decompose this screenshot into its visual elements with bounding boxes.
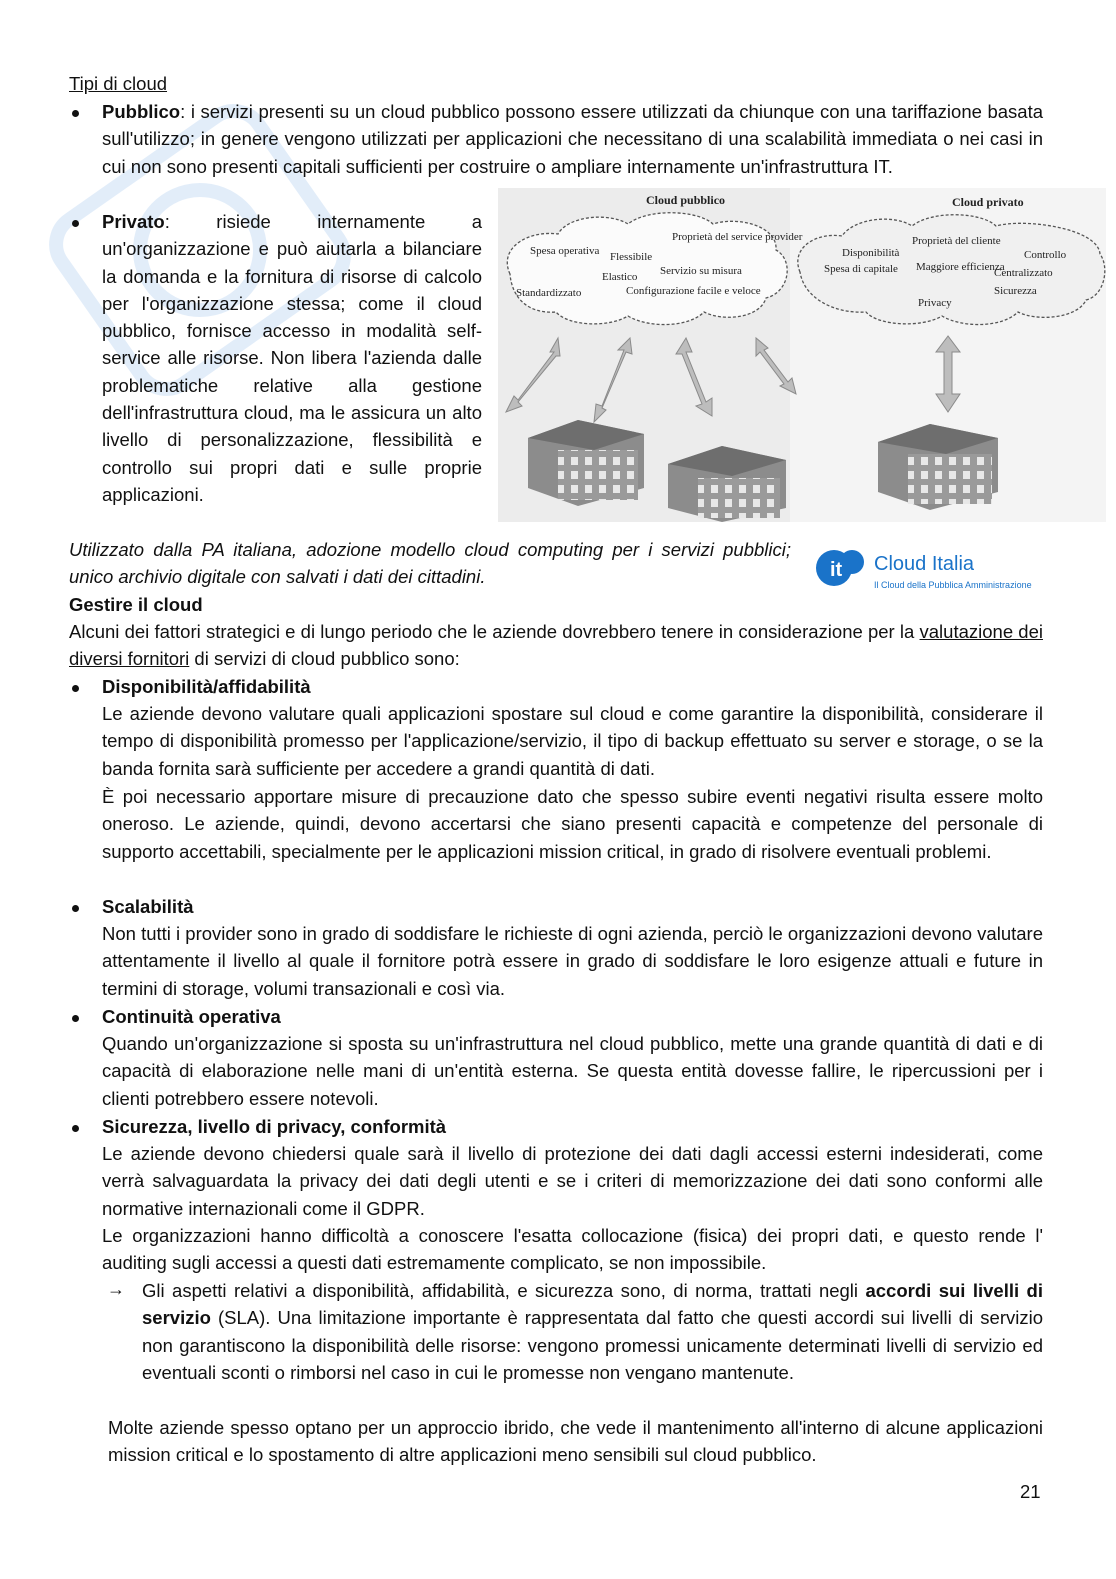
closing-paragraph: Molte aziende spesso optano per un approccio ibrido, che vede il mantenimento all'interno di alcune applicazioni mission critical e lo spostamento di altre applicazioni meno sensibili sul cloud pubblico. bbox=[108, 1417, 1043, 1466]
privato-label: Privato bbox=[102, 211, 165, 232]
building-icon bbox=[668, 446, 786, 522]
cloud-italia-logo-graphic bbox=[812, 540, 1042, 594]
sla-before: Gli aspetti relativi a disponibilità, affidabilità, e sicurezza sono, di norma, trattati negli bbox=[142, 1280, 866, 1301]
privato-text: : risiede internamente a un'organizzazione e può aiutarla a bilanciare la domanda e la fornitura di risorse di calcolo per l'organizzazione stessa; come il cloud pubblico, fornisce accesso in modalità self-service alle risorse. Non libera l'azienda dalle problematiche relative alla gestione dell'infrastruttura cloud, ma le assicura un alto livello di personalizzazione, flessibilità e controllo sui propri dati e sulle proprie applicazioni. bbox=[102, 211, 482, 505]
bullet-icon bbox=[72, 905, 79, 912]
sla-bold: accordi sui livelli di servizio bbox=[142, 1280, 1043, 1329]
double-arrow-icon bbox=[594, 338, 632, 422]
gestire-title: Gestire il cloud bbox=[69, 594, 203, 615]
public-term: Configurazione facile e veloce bbox=[626, 285, 761, 297]
double-arrow-icon bbox=[676, 338, 712, 416]
private-term: Disponibilità bbox=[842, 247, 900, 259]
building-icon bbox=[528, 420, 644, 506]
sla-after: (SLA). Una limitazione importante è rappresentata dal fatto che questi accordi sui livelli di servizio non garantiscono la disponibilità delle risorse: vengono promessi unicamente determinati livelli di servizio ed eventuali sconti o rimborsi nel caso in cui le promesse non vengano mantenute. bbox=[142, 1307, 1043, 1383]
public-term: Spesa operativa bbox=[530, 245, 600, 257]
factor-title: Continuità operativa bbox=[102, 1006, 281, 1027]
gestire-intro-link: valutazione dei diversi fornitori bbox=[69, 621, 1043, 670]
public-term: Standardizzato bbox=[516, 287, 582, 299]
pa-note: Utilizzato dalla PA italiana, adozione modello cloud computing per i servizi pubblici; unico archivio digitale con salvati i dati dei cittadini. bbox=[69, 539, 791, 588]
private-cloud-title: Cloud privato bbox=[952, 195, 1024, 209]
public-cloud-title: Cloud pubblico bbox=[646, 193, 726, 207]
double-arrow-icon bbox=[506, 338, 560, 412]
gestire-intro-after: di servizi di cloud pubblico sono: bbox=[189, 648, 460, 670]
factor-paragraph: Quando un'organizzazione si sposta su un'infrastruttura nel cloud pubblico, mette una grande quantità di dati e di capacità di elaborazione nelle mani di un'entità esterna. Se questa entità dovesse fallire, le ripercussioni per i clienti potrebbero essere notevoli. bbox=[102, 1033, 1043, 1109]
public-cloud-shape bbox=[507, 213, 787, 325]
logo-mark-text: it bbox=[830, 559, 843, 581]
factor-title: Sicurezza, livello di privacy, conformità bbox=[102, 1116, 447, 1137]
private-term: Privacy bbox=[918, 297, 952, 309]
private-term: Centralizzato bbox=[994, 267, 1053, 279]
private-term: Spesa di capitale bbox=[824, 263, 898, 275]
bullet-icon bbox=[72, 685, 79, 692]
factor-title: Disponibilità/affidabilità bbox=[102, 676, 311, 697]
cloud-italia-logo bbox=[812, 540, 1042, 594]
bullet-icon bbox=[72, 1125, 79, 1132]
page-number: 21 bbox=[1020, 1481, 1041, 1502]
factor-paragraph: Non tutti i provider sono in grado di soddisfare le richieste di ogni azienda, perciò le organizzazioni devono valutare attentamente il livello al quale il fornitore potrà essere in grado di soddisfare le loro esigenze attuali e future in termini di storage, volumi transazionali e così via. bbox=[102, 923, 1043, 999]
bullet-icon bbox=[72, 220, 79, 227]
arrow-right-icon: → bbox=[107, 1279, 125, 1299]
gestire-intro bbox=[69, 618, 1043, 673]
bullet-icon bbox=[72, 110, 79, 117]
cloud-comparison-figure bbox=[498, 188, 1106, 522]
bullet-icon bbox=[72, 1015, 79, 1022]
logo-title: Cloud Italia bbox=[874, 553, 975, 575]
factor-paragraph: Le aziende devono chiedersi quale sarà il livello di protezione dei dati dagli accessi esterni indesiderati, come verrà salvaguardata la privacy dei dati degli utenti e se i criteri di memorizzazione dei dati sono conformi alle normative internazionali come il GDPR. bbox=[102, 1143, 1043, 1219]
cloud-comparison-illustration bbox=[498, 188, 1106, 522]
private-term: Controllo bbox=[1024, 249, 1067, 261]
factor-paragraph: Le aziende devono valutare quali applicazioni spostare sul cloud e come garantire la disponibilità, considerare il tempo di disponibilità promesso per l'applicazione/servizio, il tipo di backup effettuato su server e storage, o se la banda fornita sarà sufficiente per accedere a grandi quantità di dati. bbox=[102, 703, 1043, 779]
factor-paragraph: È poi necessario apportare misure di precauzione dato che spesso subire eventi negativi risulta essere molto oneroso. Le aziende, quindi, devono accertarsi che siano presenti capacità e competenze del personale di supporto accettabili, specialmente per le applicazioni mission critical, in grado di risolvere eventuali problemi. bbox=[102, 786, 1043, 862]
gestire-intro-before: Alcuni dei fattori strategici e di lungo periodo che le aziende dovrebbero tenere in considerazione per la bbox=[69, 621, 915, 642]
public-term: Flessibile bbox=[610, 251, 653, 263]
building-icon bbox=[878, 424, 998, 510]
public-term: Elastico bbox=[602, 271, 638, 283]
pubblico-text: : i servizi presenti su un cloud pubblico possono essere utilizzati da chiunque con una tariffazione basata sull'utilizzo; in genere vengono utilizzati per applicazioni che necessitano di una scalabilità immediata o nei casi in cui non sono presenti capitali sufficienti per costruire o ampliare internamente un'infrastruttura IT. bbox=[102, 101, 1043, 177]
pubblico-label: Pubblico bbox=[102, 101, 181, 122]
privato-paragraph bbox=[102, 208, 482, 508]
factor-paragraph: Le organizzazioni hanno difficoltà a conoscere l'esatta collocazione (fisica) dei propri dati, e questo rende l' auditing sugli accessi a questi dati estremamente complicato, se non impossibile. bbox=[102, 1225, 1043, 1274]
private-term: Sicurezza bbox=[994, 285, 1037, 297]
sla-paragraph bbox=[142, 1277, 1043, 1386]
private-term: Proprietà del cliente bbox=[912, 235, 1001, 247]
pubblico-paragraph bbox=[102, 98, 1043, 180]
public-term: Servizio su misura bbox=[660, 265, 742, 277]
private-term: Maggiore efficienza bbox=[916, 261, 1005, 273]
public-term: Proprietà del service provider bbox=[672, 231, 803, 243]
section-title: Tipi di cloud bbox=[69, 73, 168, 94]
factor-title: Scalabilità bbox=[102, 896, 194, 917]
logo-subtitle: Il Cloud della Pubblica Amministrazione bbox=[874, 580, 1032, 590]
